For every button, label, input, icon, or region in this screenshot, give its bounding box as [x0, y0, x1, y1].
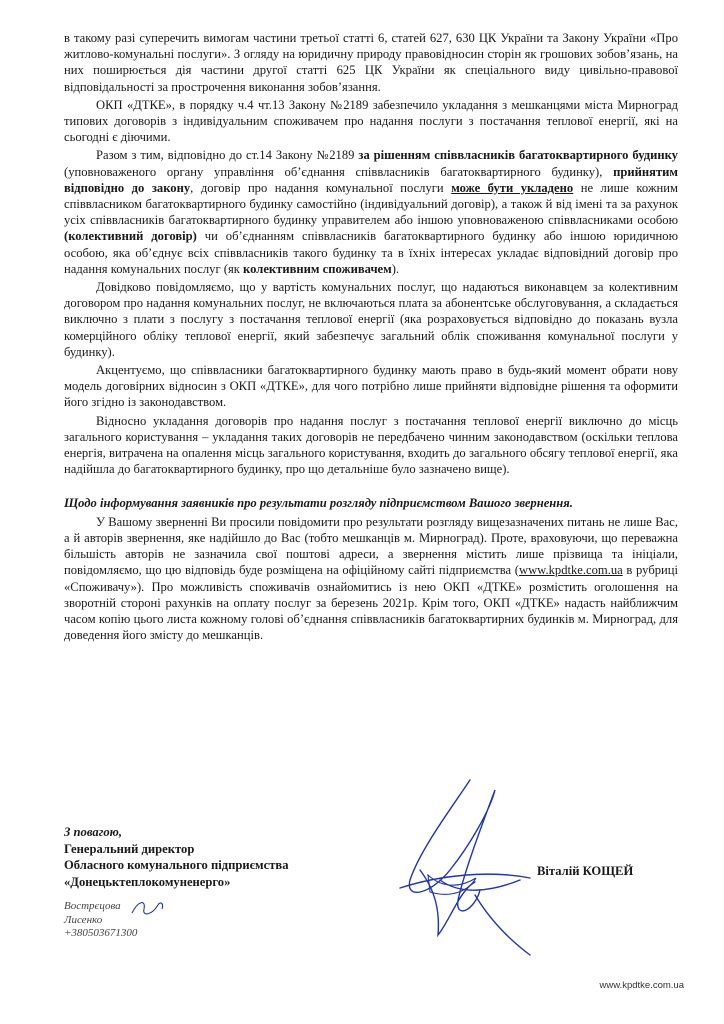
text-segment: У Вашому зверненні Ви просили повідомити про результати розгляду вищезазначених питань не лише Вас, а й авторів звернення, яке надійшло до Вас (тобто мешканців м. Мирноград). Проте, враховуючи, що переважна більшість авторів не зазначила свої поштові адреси, а звернення містить лише прізвища та ініціали, повідомляємо, що цю відповідь буде розміщена на офіційному сайті підприємства (: [64, 514, 678, 578]
final-paragraph: [64, 514, 678, 644]
body-paragraph-p2: [64, 97, 678, 146]
body-paragraph-p5: [64, 362, 678, 411]
section-heading: Щодо інформування заявників про результати розгляду підприємством Вашого звернення.: [64, 496, 573, 511]
body-paragraph-p1: [64, 30, 678, 95]
text-segment: (колективний договір): [64, 229, 197, 244]
text-segment: ОКП «ДТКЕ», в порядку ч.4 чт.13 Закону №2189 забезпечило укладання з мешканцями міста Мирноград типових договорів з індивідуальним споживачем про надання послуги з постачання теплової енергії, які на сьогодні є діючими.: [64, 97, 678, 145]
executor-name-2: Лисенко: [64, 913, 103, 926]
executor-name-1: Вострєцова: [64, 900, 121, 912]
text-segment: (уповноваженого органу управління об’єднання співвласників багатоквартирного будинку),: [64, 164, 614, 179]
text-segment: прийнятим відповідно до закону: [64, 164, 678, 195]
text-segment: колективним споживачем: [243, 261, 392, 276]
text-segment: Разом з тим, відповідно до ст.14 Закону №2189: [96, 148, 359, 163]
footer-url: www.kpdtke.com.ua: [599, 980, 684, 991]
letter-body: [64, 30, 678, 643]
initials-signature: [128, 897, 168, 919]
text-segment: може бути укладено: [451, 180, 574, 195]
text-segment: Акцентуємо, що співвласники багатоквартирного будинку мають право в будь-який момент обрати нову модель договірних відносин з ОКП «ДТКЕ», для чого потрібно лише прийняти відповідне рішення та оформити його згідно із законодавством.: [64, 363, 678, 410]
text-segment: в рубриці «Споживачу»). Про можливість споживачів ознайомитись із нею ОКП «ДТКЕ» розмістить оголошення на зворотній стороні рахунків на оплату послуг за березень 2021р. Крім того, ОКП «ДТКЕ» надасть найближчим часом копію цього листа кожному голові об’єднання співвласників багатоквартирних будинків м. Мирноград, для доведення його змісту до мешканців.: [64, 563, 678, 643]
position-line-1: Генеральний директор: [64, 841, 195, 856]
signature-block: [64, 824, 289, 890]
body-paragraphs: [64, 30, 678, 477]
text-segment: Довідково повідомляємо, що у вартість комунальних послуг, що надаються виконавцем за колективним договором про надання комунальних послуг, не включаються плата за абонентське обслуговування, а складається виключно з плати з послугу з постачання теплової енергії (яка розраховується відповідно до показань вузла комерційного обліку теплової енергії, який забезпечує загальний облік споживання комунальної послуги у будинку).: [64, 280, 678, 359]
text-segment: за рішенням співвласників багатоквартирного будинку: [358, 148, 678, 163]
executor-phone: +380503671300: [64, 927, 138, 939]
body-paragraph-p6: [64, 413, 678, 478]
signatory-name: Віталій КОЩЕЙ: [537, 864, 634, 878]
text-segment[interactable]: www.kpdtke.com.ua: [518, 563, 623, 578]
closing-text: З повагою,: [64, 825, 122, 839]
text-segment: Відносно укладання договорів про надання послуг з постачання теплової енергії виключно до місць загального користування – укладання таких договорів не передбачено чинним законодавством (оскільки теплова енергія, витрачена на опалення місць загального користування, входить до загального обсягу теплової енергії, яка надійшла до багатоквартирного будинку, про що детальніше було зазначено вище).: [64, 413, 678, 477]
text-segment: , договір про надання комунальної послуги: [190, 180, 452, 195]
organization-name: «Донецьктеплокомуненерго»: [64, 874, 231, 889]
text-segment: не лише кожним співвласником багатоквартирного будинку самостійно (індивідуальний договір), а також й від імені та за рахунок усіх співвласників багатоквартирного будинку управителем або іншою уповноваженою співвласниками особою: [64, 180, 679, 228]
body-paragraph-p4: [64, 279, 678, 360]
text-segment: ).: [391, 261, 400, 276]
executors-info: [64, 900, 137, 941]
text-segment: в такому разі суперечить вимогам частини третьої статті 6, статей 627, 630 ЦК України та Закону України «Про житлово-комунальні послуги». З огляду на юридичну природу правовідносин сторін як грошових зобов’язань, на них поширюється дія частини другої статті 625 ЦК України як спеціального виду цивільно-правової відповідальності за прострочення виконання зобов’язання.: [64, 31, 678, 94]
text-segment: чи об’єднанням співвласників багатоквартирного будинку або іншою юридичною особою, яка об’єднує всіх співвласників такого будинку та в їхніх інтересах укладає відповідний договір про надання комунальних послуг (як: [64, 229, 678, 276]
handwritten-signature: [380, 770, 550, 970]
position-line-2: Обласного комунального підприємства: [64, 858, 289, 872]
body-paragraph-p3: [64, 147, 678, 277]
